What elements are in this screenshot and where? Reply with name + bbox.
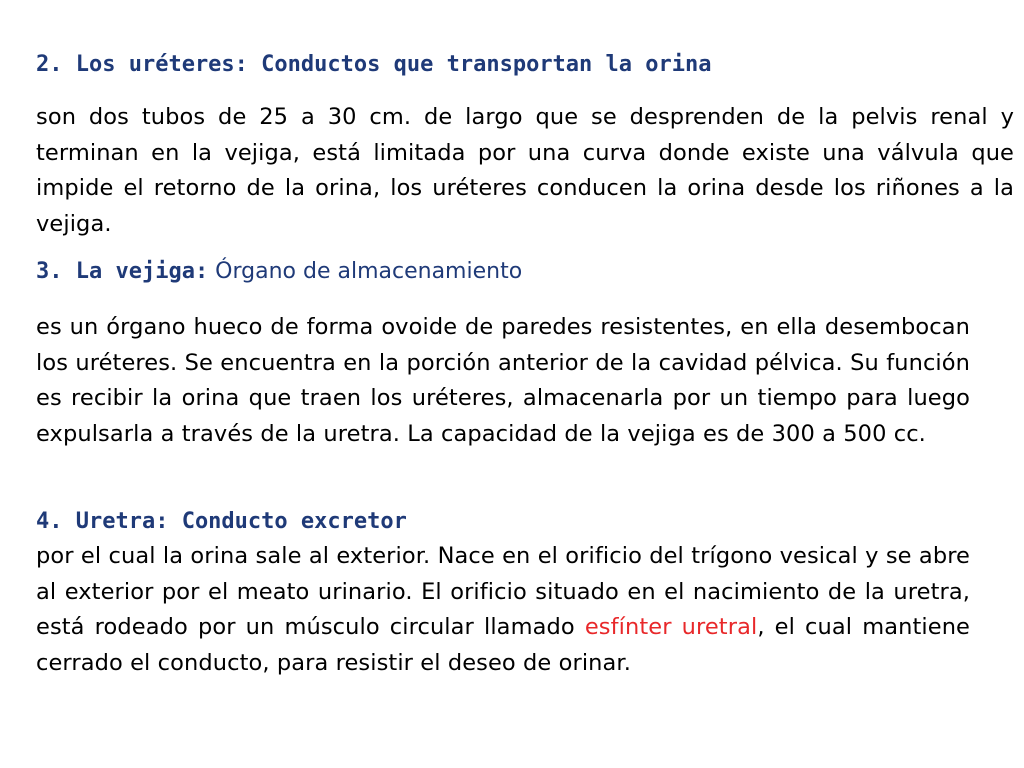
paragraph-vejiga: es un órgano hueco de forma ovoide de paredes resistentes, en ella desembocan los uréteres. Se encuentra en la porción anterior de la cavidad pélvica. Su función es recibir la orina que traen los uréteres, almacenarla por un tiempo para luego expulsarla a través de la uretra. La capacidad de la vejiga es de 300 a 500 cc. — [36, 314, 970, 447]
paragraph-uretra-text-after: , el cual mantiene cerrado el conducto, para resistir el deseo de orinar. — [36, 614, 970, 676]
heading-vejiga-normal: Órgano de almacenamiento — [208, 259, 523, 284]
heading-uretra: 4. Uretra: Conducto excretor — [36, 509, 407, 534]
heading-vejiga-bold: 3. La vejiga: — [36, 259, 209, 284]
paragraph-ureteres: son dos tubos de 25 a 30 cm. de largo que se desprenden de la pelvis renal y terminan en la vejiga, está limitada por una curva donde existe una válvula que impide el retorno de la orina, los uréteres conducen la orina desde los riñones a la vejiga. — [36, 104, 1014, 237]
highlight-esfinter-uretral: esfínter uretral — [584, 614, 758, 640]
heading-ureteres: 2. Los uréteres: Conductos que transportan la orina — [36, 52, 712, 77]
paragraph-uretra — [36, 539, 970, 681]
paragraph-uretra-text-before: por el cual la orina sale al exterior. Nace en el orificio del trígono vesical y se abre al exterior por el meato urinario. El orificio situado en el nacimiento de la uretra, está rodeado por un músculo circular llamado — [36, 543, 970, 640]
heading-vejiga — [36, 257, 522, 287]
